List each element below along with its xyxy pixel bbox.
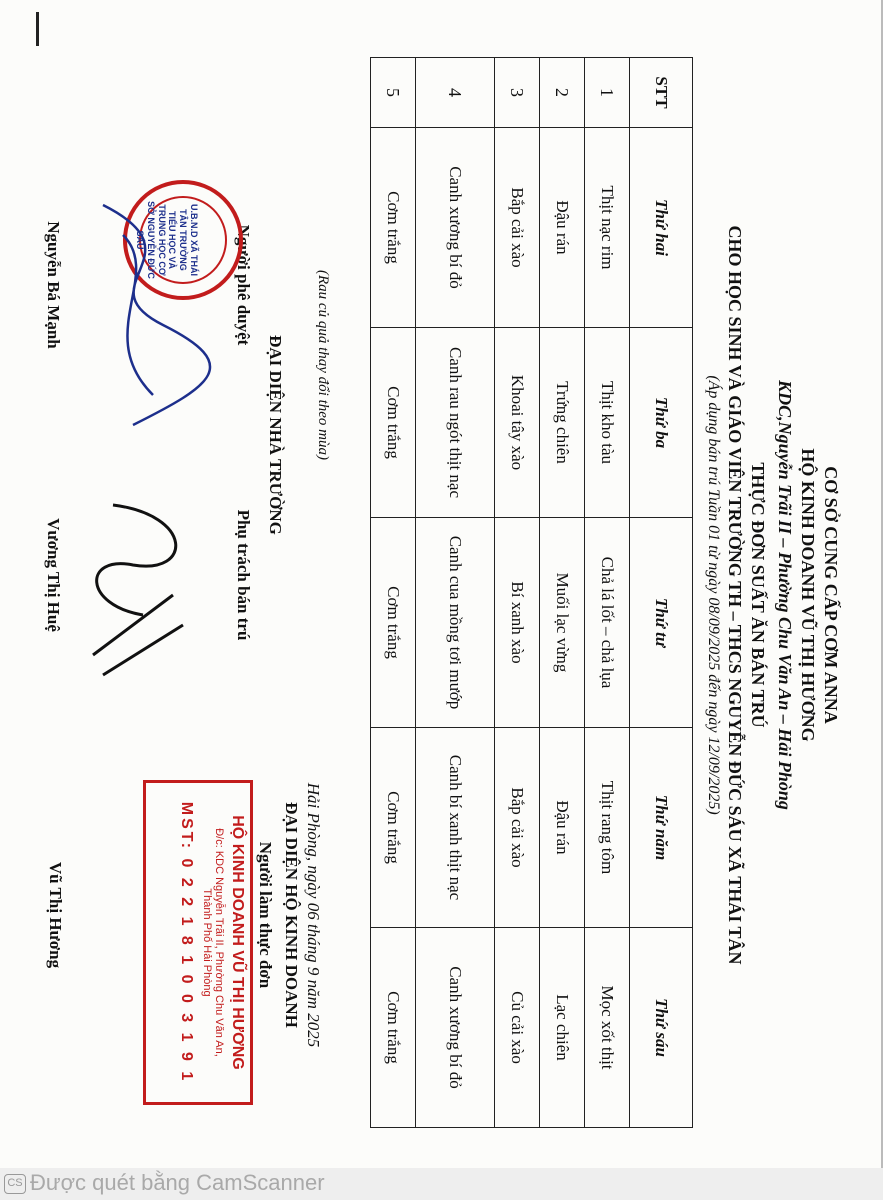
table-cell: Muối lạc vừng	[540, 518, 585, 728]
table-cell: Thịt kho tàu	[585, 328, 630, 518]
table-cell: Canh bí xanh thịt nạc	[416, 728, 495, 928]
business-stamp	[143, 780, 253, 1105]
table-cell: Canh rau ngót thịt nạc	[416, 328, 495, 518]
scanner-watermark	[0, 1168, 883, 1200]
stamp-address: Đ/c: KDC Nguyễn Trãi II, Phường Chu Văn An,	[213, 828, 225, 1057]
table-cell: Cơm trắng	[371, 328, 416, 518]
table-cell: Củ cải xào	[495, 928, 540, 1128]
table-cell: Cơm trắng	[371, 128, 416, 328]
table-cell: Cơm trắng	[371, 518, 416, 728]
column-header: STT	[630, 58, 693, 128]
table-cell: 2	[540, 58, 585, 128]
sign-date: Hải Phòng, ngày 06 tháng 9 năm 2025	[304, 782, 323, 1048]
table-cell: 1	[585, 58, 630, 128]
table-cell: Trứng chiên	[540, 328, 585, 518]
table-cell: Khoai tây xào	[495, 328, 540, 518]
table-cell: Đậu rán	[540, 728, 585, 928]
table-cell: Mọc xốt thịt	[585, 928, 630, 1128]
business-name: HỘ KINH DOANH VŨ THỊ HƯƠNG	[798, 448, 818, 742]
menu-subtitle: CHO HỌC SINH VÀ GIÁO VIÊN TRƯỜNG TH – THCS NGUYỄN ĐỨC SÁU XÃ THÁI TÂN	[725, 225, 745, 965]
stamp-business-name: HỘ KINH DOANH VŨ THỊ HƯƠNG	[229, 815, 246, 1070]
table-cell: 5	[371, 58, 416, 128]
table-cell: Bắp cải xào	[495, 728, 540, 928]
watermark-text: Được quét bằng CamScanner	[30, 1170, 325, 1195]
approver-role: Người phê duyệt	[234, 224, 253, 346]
column-header: Thứ năm	[630, 728, 693, 928]
stamp-city: Thành Phố Hải Phòng	[201, 888, 213, 997]
table-row	[371, 58, 416, 1128]
boarding-manager-name: Vương Thị Huệ	[44, 518, 63, 632]
menu-table	[370, 57, 693, 1128]
table-row	[416, 58, 495, 1128]
seasonal-note: (Rau củ quả thay đổi theo mùa)	[315, 270, 331, 460]
column-header: Thứ tư	[630, 518, 693, 728]
scan-mark	[36, 12, 39, 46]
school-representative-title: ĐẠI DIỆN NHÀ TRƯỜNG	[266, 335, 285, 535]
table-cell: Cơm trắng	[371, 928, 416, 1128]
table-row	[585, 58, 630, 1128]
table-cell: Thịt nạc rim	[585, 128, 630, 328]
seal-text: U.B.N.D XÃ THÁI TÂN TRƯỜNG TIỂU HỌC VÀ TRUNG HỌC CƠ SỞ NGUYỄN ĐỨC SÁU	[135, 201, 199, 279]
table-cell: Bắp cải xào	[495, 128, 540, 328]
table-cell: Canh xương bí đỏ	[416, 928, 495, 1128]
table-cell: Lạc chiên	[540, 928, 585, 1128]
table-cell: 3	[495, 58, 540, 128]
table-cell: 4	[416, 58, 495, 128]
table-cell: Cơm trắng	[371, 728, 416, 928]
menu-title: THỰC ĐƠN SUẤT ĂN BÁN TRÚ	[748, 462, 768, 728]
business-address: KDC,Nguyễn Trãi II – Phường Chu Văn An – Hải Phòng	[775, 380, 795, 810]
table-cell: Chả lá lốt – chả lụa	[585, 518, 630, 728]
table-header-row	[630, 58, 693, 1128]
table-cell: Thịt rang tôm	[585, 728, 630, 928]
column-header: Thứ hai	[630, 128, 693, 328]
table-cell: Bí xanh xào	[495, 518, 540, 728]
table-cell: Canh xương bí đỏ	[416, 128, 495, 328]
business-representative-title: ĐẠI DIỆN HỘ KINH DOANH	[282, 802, 301, 1028]
menu-maker-role: Người làm thực đơn	[256, 841, 275, 989]
menu-period: (Áp dụng bán trú Tuần 01 từ ngày 08/09/2025 đến ngày 12/09/2025)	[705, 375, 722, 815]
column-header: Thứ ba	[630, 328, 693, 518]
stamp-tax-code: MST: 0 2 2 1 8 1 0 0 3 1 9 1	[178, 801, 195, 1084]
boarding-manager-signature	[73, 485, 213, 685]
table-row	[540, 58, 585, 1128]
table-cell: Đậu rán	[540, 128, 585, 328]
table-row	[495, 58, 540, 1128]
menu-maker-name: Vũ Thị Hương	[46, 861, 65, 969]
camscanner-icon: CS	[4, 1174, 26, 1194]
boarding-manager-role: Phụ trách bán trú	[234, 509, 253, 641]
provider-name: CƠ SỞ CUNG CẤP CƠM ANNA	[821, 466, 841, 724]
column-header: Thứ sáu	[630, 928, 693, 1128]
menu-document	[3, 45, 863, 1145]
approver-name: Nguyễn Bá Mạnh	[44, 221, 63, 349]
table-cell: Canh cua mồng tơi mướp	[416, 518, 495, 728]
